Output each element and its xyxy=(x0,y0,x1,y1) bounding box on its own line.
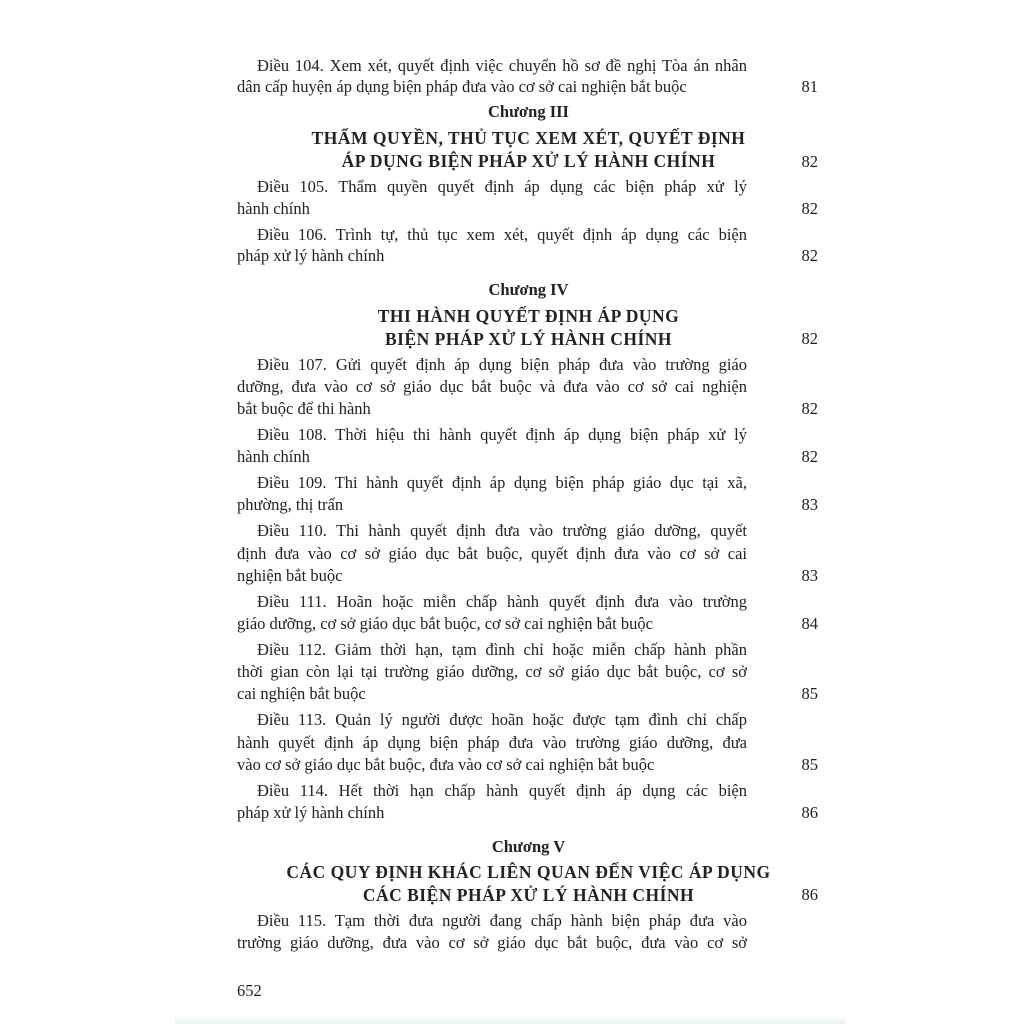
toc-entry-line: vào cơ sở giáo dục bắt buộc, đưa vào cơ sở cai nghiện bắt buộc xyxy=(237,755,655,774)
toc-entry-line: Điều 111. Hoãn hoặc miễn chấp hành quyết định đưa vào trường xyxy=(257,592,747,611)
toc-entry-line: dân cấp huyện áp dụng biện pháp đưa vào cơ sở cai nghiện bắt buộc xyxy=(237,77,687,96)
chapter-title-line: CÁC BIỆN PHÁP XỬ LÝ HÀNH CHÍNH xyxy=(362,885,695,905)
chapter-title-line: THI HÀNH QUYẾT ĐỊNH ÁP DỤNG xyxy=(377,306,680,326)
chapter-title-line: CÁC QUY ĐỊNH KHÁC LIÊN QUAN ĐẾN VIỆC ÁP DỤNG xyxy=(286,862,771,882)
toc-page-number: 86 xyxy=(801,885,818,904)
toc-entry-line: nghiện bắt buộc xyxy=(237,566,343,585)
toc-entry-line: bắt buộc để thi hành xyxy=(237,399,371,418)
chapter-label: Chương III xyxy=(488,102,569,121)
toc-page-number: 85 xyxy=(801,684,818,703)
toc-entry-line: Điều 105. Thẩm quyền quyết định áp dụng các biện pháp xử lý xyxy=(257,177,747,196)
toc-entry-line: Điều 114. Hết thời hạn chấp hành quyết định áp dụng các biện xyxy=(257,781,747,800)
toc-page-number: 82 xyxy=(801,329,818,348)
toc-entry-line: dưỡng, đưa vào cơ sở giáo dục bắt buộc và đưa vào cơ sở cai nghiện xyxy=(237,377,747,396)
toc-page-number: 82 xyxy=(801,246,818,265)
toc-page-number: 82 xyxy=(801,199,818,218)
toc-entry-line: hành chính xyxy=(237,199,310,218)
toc-entry-line: Điều 112. Giảm thời hạn, tạm đình chỉ hoặc miễn chấp hành phần xyxy=(257,640,747,659)
toc-entry-line: cai nghiện bắt buộc xyxy=(237,684,366,703)
toc-entry-line: hành chính xyxy=(237,447,310,466)
toc-entry-line: pháp xử lý hành chính xyxy=(237,246,385,265)
toc-page-number: 82 xyxy=(801,152,818,171)
chapter-title-line: THẨM QUYỀN, THỦ TỤC XEM XÉT, QUYẾT ĐỊNH xyxy=(311,128,746,148)
toc-entry-line: định đưa vào cơ sở giáo dục bắt buộc, quyết định đưa vào cơ sở cai xyxy=(237,544,747,563)
chapter-title-line: BIỆN PHÁP XỬ LÝ HÀNH CHÍNH xyxy=(384,329,673,349)
chapter-label: Chương IV xyxy=(488,280,569,299)
toc-entry-line: Điều 108. Thời hiệu thi hành quyết định áp dụng biện pháp xử lý xyxy=(257,425,747,444)
toc-entry-line: trường giáo dưỡng, đưa vào cơ sở giáo dục bắt buộc, đưa vào cơ sở xyxy=(237,933,747,952)
toc-page-number: 83 xyxy=(801,566,818,585)
page-bottom-edge xyxy=(175,1016,845,1024)
chapter-label: Chương V xyxy=(491,837,566,856)
page-number-footer: 652 xyxy=(237,981,262,1000)
toc-page-number: 82 xyxy=(801,447,818,466)
toc-entry-line: Điều 113. Quản lý người được hoãn hoặc được tạm đình chỉ chấp xyxy=(257,710,747,729)
toc-entry-line: Điều 106. Trình tự, thủ tục xem xét, quyết định áp dụng các biện xyxy=(257,225,747,244)
toc-page-number: 85 xyxy=(801,755,818,774)
toc-entry-line: hành quyết định áp dụng biện pháp đưa vào trường giáo dưỡng, đưa xyxy=(237,733,747,752)
toc-entry-line: Điều 110. Thi hành quyết định đưa vào trường giáo dưỡng, quyết xyxy=(257,521,747,540)
toc-page-number: 83 xyxy=(801,495,818,514)
toc-page-number: 82 xyxy=(801,399,818,418)
toc-entry-line: thời gian còn lại tại trường giáo dưỡng, cơ sở giáo dục bắt buộc, cơ sở xyxy=(237,662,747,681)
toc-page-number: 81 xyxy=(801,77,818,96)
toc-entry-line: giáo dưỡng, cơ sở giáo dục bắt buộc, cơ sở cai nghiện bắt buộc xyxy=(237,614,653,633)
toc-page-number: 86 xyxy=(801,803,818,822)
toc-page-number: 84 xyxy=(801,614,818,633)
toc-entry-line: Điều 115. Tạm thời đưa người đang chấp hành biện pháp đưa vào xyxy=(257,911,747,930)
toc-entry-line: phường, thị trấn xyxy=(237,495,344,514)
toc-entry-line: Điều 109. Thi hành quyết định áp dụng biện pháp giáo dục tại xã, xyxy=(257,473,747,492)
toc-entry-line: Điều 104. Xem xét, quyết định việc chuyển hồ sơ đề nghị Tòa án nhân xyxy=(257,56,747,75)
chapter-title-line: ÁP DỤNG BIỆN PHÁP XỬ LÝ HÀNH CHÍNH xyxy=(341,151,716,171)
toc-entry-line: Điều 107. Gửi quyết định áp dụng biện pháp đưa vào trường giáo xyxy=(257,355,747,374)
toc-entry-line: pháp xử lý hành chính xyxy=(237,803,385,822)
